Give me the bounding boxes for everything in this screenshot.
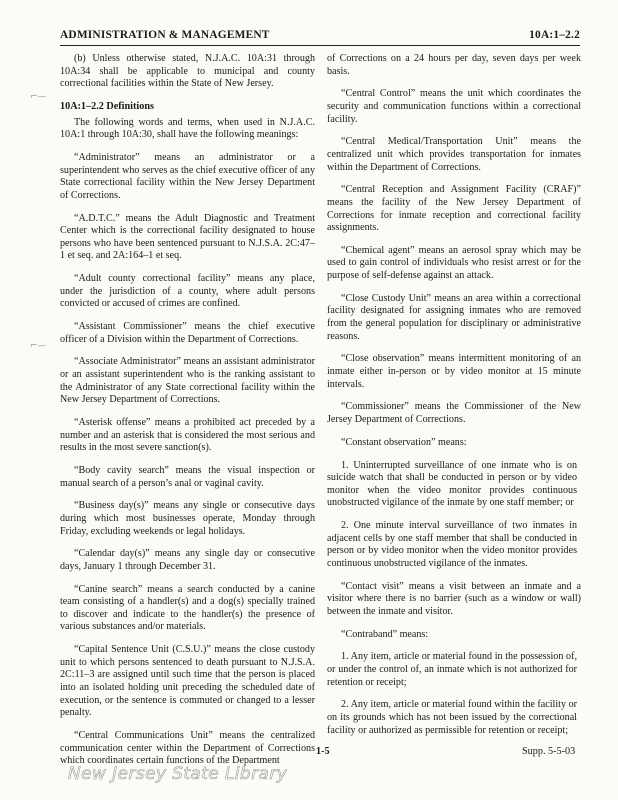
page-number: 1-5	[316, 746, 330, 757]
list-item: 2. One minute interval surveillance of two inmates in adjacent cells by one staff member that shall be conducted in person or by video monitor when the video monitor provides continuous unobstructed vigilance of the inmates.	[327, 520, 577, 569]
header-section-number: 10A:1–2.2	[529, 29, 580, 41]
section-heading: 10A:1–2.2 Definitions	[60, 100, 154, 112]
definition-paragraph: “Constant observation” means:	[341, 436, 467, 448]
definition-paragraph: “Chemical agent” means an aerosol spray which may be used to gain control of individuals who resist arrest or for the purpose of self-defense against an attack.	[327, 244, 581, 282]
definition-paragraph: “Adult county correctional facility” means any place, under the jurisdiction of a county, where adult persons convicted or accused of crimes are confined.	[60, 273, 315, 310]
margin-mark: ⌐—	[30, 341, 47, 351]
definition-paragraph: “Central Reception and Assignment Facility (CRAF)” means the facility of the New Jersey Department of Corrections for inmate reception and correctional facility assignments.	[327, 184, 581, 234]
definition-paragraph: “Close Custody Unit” means an area within a correctional facility designated for assigning inmates who are removed from the general population for disciplinary or administrative reasons.	[327, 292, 581, 342]
definition-paragraph: “A.D.T.C.” means the Adult Diagnostic and Treatment Center which is the correctional facility designated to house persons who have been sentenced pursuant to N.J.S.A. 2C:47–1 et seq. and 2A:164–1 et seq.	[60, 212, 315, 262]
definition-paragraph: “Central Medical/Transportation Unit” means the centralized unit which provides transportation for inmates within the Department of Corrections.	[327, 136, 581, 173]
definition-paragraph: “Associate Administrator” means an assistant administrator or an assistant superintendent who is the ranking assistant to the Administrator of any State correctional facility within the New Jersey Department of Corrections.	[60, 356, 315, 406]
definition-paragraph: “Calendar day(s)” means any single day or consecutive days, January 1 through December 31.	[60, 548, 315, 572]
paragraph-continued: of Corrections on a 24 hours per day, seven days per week basis.	[327, 53, 581, 77]
definition-paragraph: “Body cavity search” means the visual inspection or manual search of a person’s anal or vaginal cavity.	[60, 464, 315, 489]
definition-paragraph: “Central Communications Unit” means the centralized communication center within the Department of Corrections which coordinates certain functions of the Department	[60, 729, 315, 767]
list-item: 2. Any item, article or material found within the facility or on its grounds which has not been issued by the correctional facility or authorized as permissible for retention or receipt;	[327, 699, 577, 736]
margin-mark: ⌐—	[30, 92, 47, 102]
definition-paragraph: “Business day(s)” means any single or consecutive days during which most businesses operate, Monday through Friday, excluding weekends or legal holidays.	[60, 500, 315, 537]
definition-paragraph: “Commissioner” means the Commissioner of the New Jersey Department of Corrections.	[327, 401, 581, 425]
definition-paragraph: “Asterisk offense” means a prohibited act preceded by a number and an asterisk that is considered the most serious and results in the most severe sanction(s).	[60, 416, 315, 454]
library-stamp: New Jersey State Library	[68, 764, 288, 784]
definition-paragraph: “Contraband” means:	[341, 628, 429, 640]
definition-paragraph: “Central Control” means the unit which coordinates the security and communication functions within a correctional facility.	[327, 88, 581, 125]
definition-paragraph: “Capital Sentence Unit (C.S.U.)” means the close custody unit to which persons sentenced to death pursuant to N.J.S.A. 2C:11–3 are assigned until such time that the person is placed into an isolated holding unit preceding the scheduled date of execution, or the sentence is commuted or changed to a lesser penalty.	[60, 644, 315, 719]
definition-paragraph: “Close observation” means intermittent monitoring of an inmate either in-person or by video monitor at 15 minute intervals.	[327, 353, 581, 390]
supplement-date: Supp. 5-5-03	[522, 746, 576, 757]
definition-paragraph: The following words and terms, when used in N.J.A.C. 10A:1 through 10A:30, shall have the following meanings:	[60, 116, 315, 141]
definition-paragraph: “Contact visit” means a visit between an inmate and a visitor where there is no barrier (such as a window or wall) between the inmate and visitor.	[327, 580, 581, 617]
list-item: 1. Uninterrupted surveillance of one inmate who is on suicide watch that shall be conducted in person or by video monitor when the video monitor provides continuous unobstructed vigilance of the inmate by one staff member; or	[327, 459, 577, 509]
left-column	[60, 53, 315, 778]
definition-paragraph: “Assistant Commissioner” means the chief executive officer of a Division within the Department of Corrections.	[60, 321, 315, 345]
running-header	[60, 29, 580, 46]
definition-paragraph: “Administrator” means an administrator or a superintendent who serves as the chief executive officer of any State correctional facility within the New Jersey Department of Corrections.	[60, 151, 315, 201]
header-chapter-title: ADMINISTRATION & MANAGEMENT	[60, 29, 270, 41]
definition-paragraph: (b) Unless otherwise stated, N.J.A.C. 10A:31 through 10A:34 shall be applicable to municipal and county correctional facilities within the State of New Jersey.	[60, 53, 315, 90]
list-item: 1. Any item, article or material found in the possession of, or under the control of, an inmate which is not authorized for retention or receipt;	[327, 651, 577, 688]
right-column	[327, 53, 581, 747]
definition-paragraph: “Canine search” means a search conducted by a canine team consisting of a handler(s) and a dog(s) specially trained to discover and indicate to the handler(s) the presence of various substances and/or materials.	[60, 583, 315, 633]
